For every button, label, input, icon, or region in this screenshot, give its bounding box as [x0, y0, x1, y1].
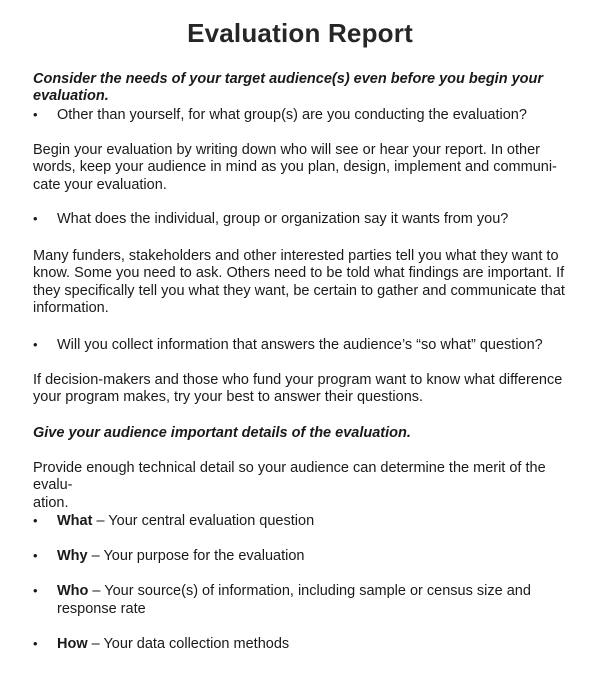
bullet-icon: • — [33, 548, 38, 563]
paragraph-line: Provide enough technical detail so your audience can determine the merit of the evalu- — [33, 460, 546, 494]
bullet-text: Other than yourself, for what group(s) are you conducting the evaluation? — [57, 107, 527, 123]
paragraph-line: information. — [33, 300, 109, 317]
detail-text — [57, 635, 562, 653]
document-title: Evaluation Report — [187, 18, 413, 48]
detail-text — [57, 582, 562, 618]
paragraph-line: If decision-makers and those who fund your program want to know what difference — [33, 372, 563, 388]
detail-label: Who — [57, 583, 89, 599]
bullet-icon: • — [33, 636, 38, 651]
detail-description: – Your data collection methods — [87, 636, 290, 652]
paragraph-technical-detail — [33, 460, 578, 512]
paragraph-begin-evaluation — [33, 142, 578, 194]
bullet-text: Will you collect information that answers the audience’s “so what” question? — [57, 337, 543, 353]
section-heading-details: Give your audience important details of the evaluation. — [33, 425, 411, 441]
detail-label: What — [57, 513, 93, 529]
detail-text — [57, 547, 562, 565]
bullet-icon: • — [33, 107, 38, 122]
paragraph-line: Begin your evaluation by writing down who will see or hear your report. In other — [33, 142, 540, 158]
bullet-icon: • — [33, 583, 38, 598]
detail-description-continued: response rate — [57, 601, 146, 617]
paragraph-funders — [33, 248, 578, 318]
detail-label: How — [57, 636, 88, 652]
paragraph-line: words, keep your audience in mind as you plan, design, implement and communi- — [33, 159, 557, 176]
bullet-text: What does the individual, group or organization say it wants from you? — [57, 211, 509, 227]
paragraph-line: know. Some you need to ask. Others need to be told what findings are important. If — [33, 265, 565, 282]
detail-label: Why — [57, 548, 88, 564]
paragraph-line: your program makes, try your best to answer their questions. — [33, 389, 424, 406]
paragraph-decision-makers — [33, 372, 578, 407]
detail-description: – Your source(s) of information, including sample or census size and — [88, 583, 531, 599]
bullet-icon: • — [33, 337, 38, 352]
section-heading-audience-needs: Consider the needs of your target audience(s) even before you begin your evaluation. — [33, 71, 544, 105]
paragraph-line: Many funders, stakeholders and other interested parties tell you what they want to — [33, 248, 559, 264]
detail-text — [57, 512, 562, 530]
paragraph-line: they specifically tell you what they want, be certain to gather and communicate that — [33, 282, 565, 299]
detail-description: – Your central evaluation question — [92, 513, 315, 529]
paragraph-line: cate your evaluation. — [33, 176, 167, 193]
bullet-icon: • — [33, 513, 38, 528]
bullet-icon: • — [33, 211, 38, 226]
paragraph-line: ation. — [33, 494, 69, 511]
detail-description: – Your purpose for the evaluation — [87, 548, 305, 564]
